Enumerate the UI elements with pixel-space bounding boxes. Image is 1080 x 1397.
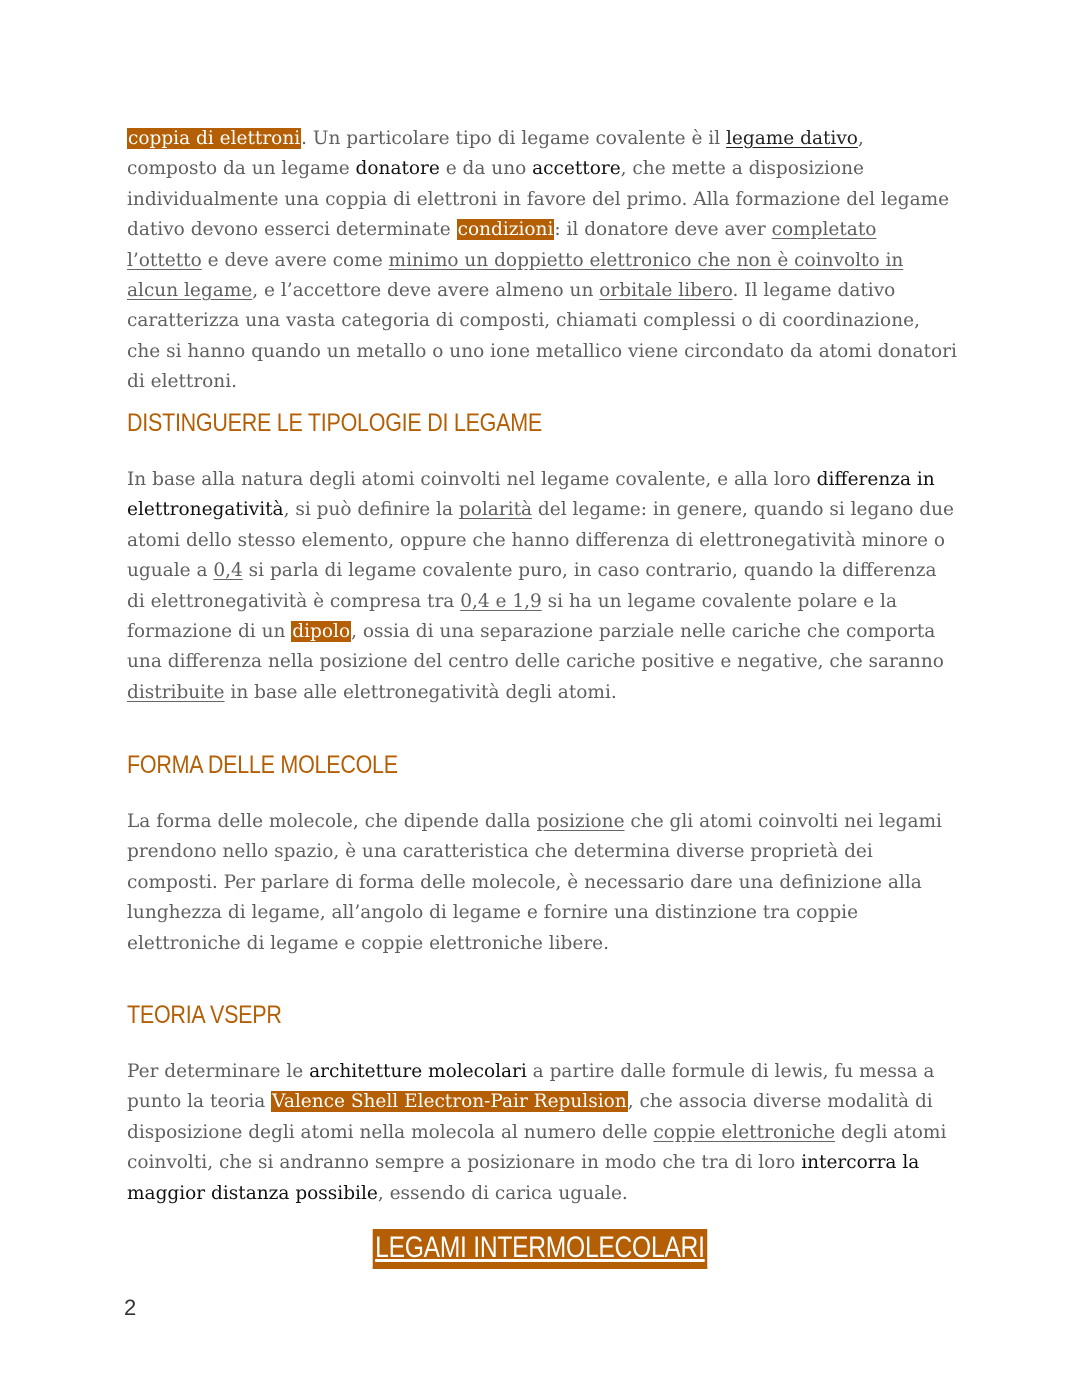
text-span: , ossia di una separazione parziale nelle cariche che comporta una differenza nella posizione del centro delle cariche positive e negative, che saranno [127,621,944,673]
emphasis-accettore: accettore [532,158,621,180]
highlight-dipolo: dipolo [292,621,351,643]
text-span: . Un particolare tipo di legame covalente è il [301,128,727,149]
chapter-title-wrapper [0,1229,1080,1269]
underlined-range-0-4-1-9: 0,4 e 1,9 [460,590,542,612]
section-heading-tipologie-legame: DISTINGUERE LE TIPOLOGIE DI LEGAME [127,409,542,437]
underlined-legame-dativo: legame dativo [726,128,858,149]
section-heading-teoria-vsepr: TEORIA VSEPR [127,1001,282,1029]
chapter-title-legami-intermolecolari: LEGAMI INTERMOLECOLARI [373,1229,707,1269]
highlight-coppia-di-elettroni: coppia di elettroni [128,128,301,149]
text-span: , che mette a disposizione individualmente una coppia di elettroni in favore del primo. Alla formazione del legame dativo devono esserci determinate [127,158,950,241]
paragraph-tipologie-legame [127,465,957,708]
text-span: a partire dalle formule di lewis, fu messa a punto la teoria [127,1061,935,1113]
text-span: : il donatore deve aver [554,219,772,241]
emphasis-donatore: donatore [355,158,440,180]
highlight-condizioni: condizioni [457,219,554,241]
underlined-polarita: polarità [458,499,533,521]
text-span: in base alle elettronegatività degli atomi. [224,681,617,703]
underlined-value-0-4: 0,4 [213,560,243,582]
underlined-distribuite: distribuite [127,681,225,703]
highlight-vsepr-full-name: Valence Shell Electron-Pair Repulsion [272,1091,627,1113]
underlined-coppie-elettroniche: coppie elettroniche [653,1121,836,1143]
paragraph-forma-molecole [127,807,957,959]
underlined-completato-ottetto: completato l’ottetto [127,219,877,271]
text-span: , essendo di carica uguale. [377,1182,628,1204]
page-number: 2 [124,1295,137,1320]
paragraph-legame-dativo [127,124,957,398]
text-span: Per determinare le [127,1061,310,1082]
text-span: , che associa diverse modalità di disposizione degli atomi nella molecola al numero delle [127,1091,933,1143]
text-span: In base alla natura degli atomi coinvolti nel legame covalente, e alla loro [127,469,817,490]
text-span: , composto da un legame [127,128,864,180]
text-span: degli atomi coinvolti, che si andranno sempre a posizionare in modo che tra di loro [127,1121,947,1174]
paragraph-teoria-vsepr [127,1057,957,1209]
text-span: , e l’accettore deve avere almeno un [252,280,600,302]
underlined-minimo-doppietto: minimo un doppietto elettronico che non è coinvolto in alcun legame [127,249,904,302]
underlined-posizione: posizione [536,811,625,832]
text-span: e deve avere come [201,249,389,271]
text-span: . Il legame dativo caratterizza una vasta categoria di composti, chiamati complessi o di coordinazione, che si hanno quando un metallo o uno ione metallico viene circondato da atomi donatori di elettroni. [127,280,957,393]
text-span: si parla di legame covalente puro, in caso contrario, quando la differenza di elettronegatività è compresa tra [127,560,937,612]
text-span: che gli atomi coinvolti nei legami prendono nello spazio, è una caratteristica che determina diverse proprietà dei composti. Per parlare di forma delle molecole, è necessario dare una definizione alla lunghezza di legame, all’angolo di legame e fornire una distinzione tra coppie elettroniche di legame e coppie elettroniche libere. [127,811,942,954]
text-span: La forma delle molecole, che dipende dalla [127,811,537,832]
section-heading-forma-molecole: FORMA DELLE MOLECOLE [127,751,398,779]
underlined-orbitale-libero: orbitale libero [599,280,733,302]
emphasis-architetture-molecolari: architetture molecolari [309,1061,527,1082]
text-span: del legame: in genere, quando si legano due atomi dello stesso elemento, oppure che hanno differenza di elettronegatività minore o uguale a [127,499,955,582]
text-span: si ha un legame covalente polare e la formazione di un [127,590,897,643]
text-span: , si può definire la [283,499,459,521]
emphasis-differenza-elettronegativita: differenza in elettronegatività [127,469,935,521]
emphasis-maggior-distanza: intercorra la maggior distanza possibile [127,1152,920,1204]
text-span: e da uno [439,158,533,180]
